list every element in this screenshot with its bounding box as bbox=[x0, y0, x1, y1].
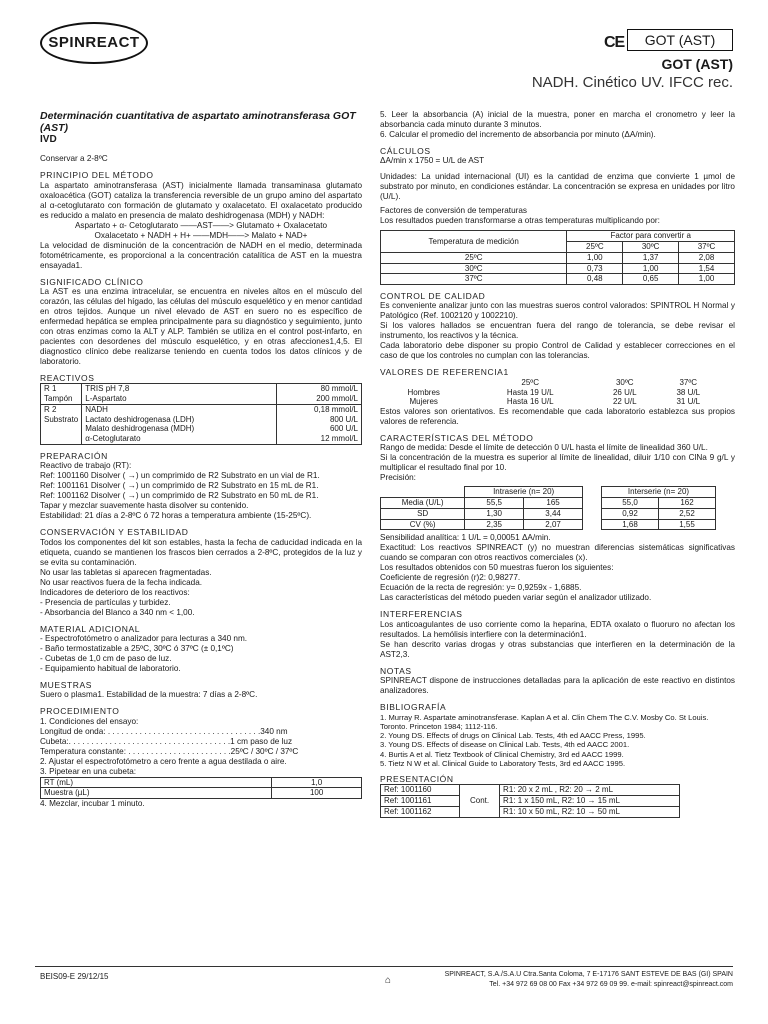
product-code-box: GOT (AST) bbox=[627, 29, 733, 51]
conversion-value: 0,73 bbox=[567, 263, 623, 274]
factors-text: Los resultados pueden transformarse a otras temperaturas multiplicando por: bbox=[380, 216, 660, 226]
prec-value: 1,55 bbox=[658, 519, 715, 530]
prec-value: 55,5 bbox=[465, 498, 524, 509]
presentation-heading: PRESENTACIÓN bbox=[380, 774, 454, 785]
clinical-text: La AST es una enzima intracelular, se encuentra en niveles altos en el músculo del corazón, las células del hígado, las células del músculo esquelético y en menor cantidad en otros tejidos. Aunque un nivel elevado de AST en suero no es específico de enfermedad hepática se emplea principalmente para su diagnóstico y seguimiento, junto con otras enzimas como la ALT y ALP. También se utiliza en el control post-infarto, en pacientes con desordenes del músculo esquelético, y en otras afecciones1,4,5. El diagnostico clínico debe realizarse teniendo en cuenta todos los datos clínicos y de laboratorio. bbox=[40, 287, 362, 367]
footer-contact bbox=[445, 970, 733, 990]
pres-ref: Ref: 1001161 bbox=[381, 796, 460, 807]
interference-text: Los anticoagulantes de uso corriente como la heparina, EDTA oxalato o fluoruro no afectan los resultados. La hemólisis interfiere con la determinación1. Se han descrito varias drogas y otras substancias que interfieren en la determinación de la AST2,3. bbox=[380, 619, 735, 659]
qc-text: Es conveniente analizar junto con las muestras sueros control valorados: SPINTROL H Normal y Patológico (Ref. 1002120 y 1002210). Si los valores hallados se encuentran fuera del rango de tolerancia, se debe revisar el instrumento, los reactivos y la técnica. Cada laboratorio debe disponer su propio Control de Calidad y establecer correcciones en el caso de que los controles no cumplan con las tolerancias. bbox=[380, 301, 735, 361]
conversion-value: 1,00 bbox=[623, 263, 679, 274]
clinical-heading: SIGNIFICADO CLÍNICO bbox=[40, 276, 144, 287]
product-title: GOT (AST) bbox=[661, 56, 733, 72]
procedure-label: Muestra (µL) bbox=[41, 788, 272, 799]
prec-inter-header: Interserie (n= 20) bbox=[602, 487, 716, 498]
bibliography-list bbox=[380, 713, 735, 769]
conversion-col: 30ºC bbox=[623, 242, 679, 253]
pres-ref: Ref: 1001162 bbox=[381, 806, 460, 817]
reagent-names: NADH Lactato deshidrogenasa (LDH) Malato deshidrogenasa (MDH) α-Cetoglutarato bbox=[82, 404, 276, 444]
conversion-temp: 30ºC bbox=[381, 263, 567, 274]
samples-text: Suero o plasma1. Estabilidad de la muestra: 7 días a 2-8ºC. bbox=[40, 690, 258, 700]
prec-value: 165 bbox=[524, 498, 583, 509]
characteristics-text-2: Sensibilidad analítica: 1 U/L = 0,00051 ΔA/min. Exactitud: Los reactivos SPINREACT (y) no muestran diferencias sistemáticas significativas cuando se comparan con otros reactivos comerciales (x). Los resultados obtenidos con 50 muestras fueron los siguientes: Coeficiente de regresión (r)2: 0,98277. Ecuación de la recta de regresión: y= 0,9259x - 1,6885. Las características del método pueden variar según el analizador utilizado. bbox=[380, 533, 735, 603]
conservation-text: Todos los componentes del kit son estables, hasta la fecha de caducidad indicada en la etiqueta, cuando se mantienen los frascos bien cerrados a 2-8ºC, protegidos de la luz y se evita su contaminación. No usar las tabletas si aparecen fragmentadas. No usar reactivos fuera de la fecha indicada. Indicadores de deterioro de los reactivos: - Presencia de partículas y turbidez. - Absorbancia del Blanco a 340 nm < 1,00. bbox=[40, 537, 362, 617]
procedure-table bbox=[40, 777, 362, 800]
preparation-heading: PREPARACIÓN bbox=[40, 450, 108, 461]
reagents-table bbox=[40, 383, 362, 445]
prec-value: 2,35 bbox=[465, 519, 524, 530]
product-subtitle: NADH. Cinético UV. IFCC rec. bbox=[531, 74, 733, 91]
ref-group: Mujeres bbox=[409, 397, 438, 407]
principle-heading: PRINCIPIO DEL MÉTODO bbox=[40, 170, 154, 181]
characteristics-heading: CARACTERÍSTICAS DEL MÉTODO bbox=[380, 433, 534, 444]
prec-label: SD bbox=[381, 508, 465, 519]
samples-heading: MUESTRAS bbox=[40, 679, 93, 690]
conversion-col: 25ºC bbox=[567, 242, 623, 253]
reagent-row bbox=[41, 404, 362, 444]
prec-value: 2,07 bbox=[524, 519, 583, 530]
conversion-row bbox=[381, 252, 735, 263]
bib-item: 5. Tietz N W et al. Clinical Guide to Laboratory Tests, 3rd ed AACC 1995. bbox=[380, 758, 626, 768]
qc-heading: CONTROL DE CALIDAD bbox=[380, 291, 486, 302]
material-heading: MATERIAL ADICIONAL bbox=[40, 623, 141, 634]
main-heading: Determinación cuantitativa de aspartato aminotransferasa GOT (AST) bbox=[40, 110, 356, 135]
factors-heading: Factores de conversión de temperaturas bbox=[380, 206, 527, 216]
ref-value: 31 U/L bbox=[676, 397, 701, 407]
ref-group: Hombres bbox=[407, 387, 440, 397]
precision-tables bbox=[380, 486, 735, 530]
precision-inter-table bbox=[601, 486, 716, 530]
footer-rule bbox=[35, 966, 733, 967]
reference-heading: VALORES DE REFERENCIA1 bbox=[380, 367, 509, 378]
equation-1: Aspartato + α- Cetoglutarato ——AST——> Glutamato + Oxalacetato bbox=[74, 220, 328, 230]
pres-ref: Ref: 1001160 bbox=[381, 785, 460, 796]
principle-text-2: La velocidad de disminución de la concentración de NADH en el medio, determinada fotométricamente, es proporcional a la concentración catalítica de AST en la muestra ensayada1. bbox=[40, 240, 362, 270]
procedure-value: 1,0 bbox=[272, 777, 362, 788]
conversion-value: 0,48 bbox=[567, 274, 623, 285]
conversion-value: 1,00 bbox=[679, 274, 735, 285]
prec-value: 162 bbox=[658, 498, 715, 509]
conversion-value: 2,08 bbox=[679, 252, 735, 263]
bib-item: 4. Burtis A et al. Tietz Textbook of Clinical Chemistry, 3rd ed AACC 1999. bbox=[380, 749, 624, 759]
units-text: Unidades: La unidad internacional (UI) es la cantidad de enzima que convierte 1 µmol de substrato por minuto, en condiciones estándar. La concentración se expresa en unidades por litro (U/L). bbox=[380, 172, 735, 202]
reagents-heading: REACTIVOS bbox=[40, 373, 95, 384]
equation-2: Oxalacetato + NADH + H+ ——MDH——> Malato + NAD+ bbox=[94, 230, 308, 240]
prec-corner bbox=[381, 487, 465, 498]
prec-label: CV (%) bbox=[381, 519, 465, 530]
ref-row bbox=[380, 397, 720, 407]
procedure-row bbox=[41, 788, 362, 799]
notes-text: SPINREACT dispone de instrucciones detalladas para la aplicación de este reactivo en distintos analizadores. bbox=[380, 676, 735, 696]
prec-value: 1,30 bbox=[465, 508, 524, 519]
bib-item: 1. Murray R. Aspartate aminotransferase. Kaplan A et al. Clin Chem The C.V. Mosby Co. St Louis. Toronto. Princeton 1984; 1112-116. bbox=[380, 712, 709, 731]
conversion-row bbox=[381, 263, 735, 274]
ce-mark: CE bbox=[604, 34, 625, 51]
procedure-value: 100 bbox=[272, 788, 362, 799]
procedure-heading: PROCEDIMIENTO bbox=[40, 706, 120, 717]
precision-intra-table bbox=[380, 486, 583, 530]
ref-value: 38 U/L bbox=[676, 387, 701, 397]
principle-text-1: La aspartato aminotransferasa (AST) inicialmente llamada transaminasa glutamato oxaloacética (GOT) cataliza la transferencia reversible de un grupo amino del aspartato al α-cetoglutarato con formación de glutamato y oxalacetato. El oxalacetato producido es reducido a malato en presencia de malato deshidrogenasa (MDH) y NADH: bbox=[40, 180, 362, 220]
pres-content: R1: 1 x 150 mL, R2: 10 → 15 mL bbox=[500, 796, 680, 807]
prec-value: 0,92 bbox=[602, 508, 659, 519]
step-6: 6. Calcular el promedio del incremento de absorbancia por minuto (ΔA/min). bbox=[380, 130, 656, 139]
conversion-value: 1,37 bbox=[623, 252, 679, 263]
procedure-step-4: 4. Mezclar, incubar 1 minuto. bbox=[40, 799, 145, 809]
ref-row bbox=[380, 388, 720, 398]
characteristics-text-1: Rango de medida: Desde el límite de detección 0 U/L hasta el límite de linealidad 360 U/L. Si la concentración de la muestra es superior al límite de linealidad, diluir 1/10 con ClNa 9 g/L y multiplicar el resultado final por 10. Precisión: bbox=[380, 443, 735, 483]
ref-col: 30ºC bbox=[615, 377, 634, 387]
prec-value: 1,68 bbox=[602, 519, 659, 530]
prec-intra-header: Intraserie (n= 20) bbox=[465, 487, 583, 498]
conversion-table bbox=[380, 230, 735, 285]
bibliography-heading: BIBLIOGRAFÍA bbox=[380, 702, 447, 713]
conversion-value: 0,65 bbox=[623, 274, 679, 285]
step-5: 5. Leer la absorbancia (A) inicial de la muestra, poner en marcha el cronometro y leer la absorbancia cada minuto durante 3 minutos. bbox=[380, 110, 735, 129]
reagent-names: TRIS pH 7,8 L-Aspartato bbox=[82, 384, 276, 405]
footer-address: SPINREACT, S.A./S.A.U Ctra.Santa Coloma, 7 E-17176 SANT ESTEVE DE BAS (GI) SPAIN bbox=[444, 971, 733, 978]
ref-value: Hasta 16 U/L bbox=[506, 397, 554, 407]
manufacturer-icon: ⌂ bbox=[385, 975, 392, 986]
preparation-text: Reactivo de trabajo (RT): Ref: 1001160 Disolver ( →) un comprimido de R2 Substrato en un vial de R1. Ref: 1001161 Disolver ( →) un comprimido de R2 Substrato en 15 mL de R1. Ref: 1001162 Disolver ( →) un comprimido de R2 Substrato en 50 mL de R1. Tapar y mezclar suavemente hasta disolver su contenido. Estabilidad: 21 días a 2-8ºC ó 72 horas a temperatura ambiente (15-25ºC). bbox=[40, 461, 320, 521]
pres-content: R1: 20 x 2 mL , R2: 20 → 2 mL bbox=[500, 785, 680, 796]
conversion-value: 1,54 bbox=[679, 263, 735, 274]
calc-equation: ΔA/min x 1750 = U/L de AST bbox=[380, 156, 485, 166]
pres-content: R1: 10 x 50 mL, R2: 10 → 50 mL bbox=[500, 806, 680, 817]
conversion-header-temp: Temperatura de medición bbox=[381, 231, 567, 253]
bib-item: 3. Young DS. Effects of disease on Clinical Lab. Tests, 4th ed AACC 2001. bbox=[380, 740, 630, 750]
ref-value: 22 U/L bbox=[612, 397, 637, 407]
conversion-value: 1,00 bbox=[567, 252, 623, 263]
left-column bbox=[40, 110, 362, 809]
procedure-row bbox=[41, 777, 362, 788]
reagent-values: 80 mmol/L 200 mmol/L bbox=[276, 384, 362, 405]
reference-table bbox=[380, 378, 720, 407]
prec-value: 55,0 bbox=[602, 498, 659, 509]
ref-corner bbox=[380, 378, 467, 388]
reference-text: Estos valores son orientativos. Es recomendable que cada laboratorio establezca sus propios valores de referencia. bbox=[380, 407, 735, 427]
footer-phone: Tel. +34 972 69 08 00 Fax +34 972 69 09 99. e-mail: spinreact@spinreact.com bbox=[489, 980, 733, 988]
reagent-key: R 2 Substrato bbox=[41, 404, 82, 444]
presentation-table bbox=[380, 784, 680, 817]
calc-heading: CÁLCULOS bbox=[380, 146, 431, 156]
storage-note: Conservar a 2-8ºC bbox=[40, 154, 108, 164]
notes-heading: NOTAS bbox=[380, 665, 412, 676]
material-text: - Espectrofotómetro o analizador para lecturas a 340 nm. - Baño termostatizable a 25ºC, 30ºC ó 37ºC (± 0,1ºC) - Cubetas de 1,0 cm de paso de luz. - Equipamiento habitual de laboratorio. bbox=[40, 633, 248, 673]
pres-cont: Cont. bbox=[460, 785, 500, 817]
conversion-temp: 25ºC bbox=[381, 252, 567, 263]
conversion-col: 37ºC bbox=[679, 242, 735, 253]
ivd-label: IVD bbox=[40, 134, 57, 146]
bib-item: 2. Young DS. Effects of drugs on Clinical Lab. Tests, 4th ed AACC Press, 1995. bbox=[380, 731, 646, 741]
ref-value: Hasta 19 U/L bbox=[506, 387, 554, 397]
conservation-heading: CONSERVACIÓN Y ESTABILIDAD bbox=[40, 527, 189, 538]
reagent-row bbox=[41, 384, 362, 405]
brand-name: SPINREACT bbox=[48, 33, 140, 51]
right-column bbox=[380, 110, 735, 818]
ref-value: 26 U/L bbox=[612, 387, 637, 397]
doc-code: BEIS09-E 29/12/15 bbox=[40, 972, 109, 981]
ref-col: 25ºC bbox=[521, 377, 539, 387]
interference-heading: INTERFERENCIAS bbox=[380, 609, 463, 620]
prec-label: Media (U/L) bbox=[381, 498, 465, 509]
conversion-header-factor: Factor para convertir a bbox=[567, 231, 735, 242]
prec-value: 3,44 bbox=[524, 508, 583, 519]
spinreact-logo bbox=[40, 22, 148, 64]
reagent-values: 0,18 mmol/L 800 U/L 600 U/L 12 mmol/L bbox=[276, 404, 362, 444]
procedure-text: 1. Condiciones del ensayo: Longitud de onda: . . . . . . . . . . . . . . . . . . . . . . . . . . . . . . . . . .340 nm Cubeta:. . . . . . . . . . . . . . . . . . . . . . . . . . . . . . . . . . . .1 cm paso de luz Temperatura constante: . . . . . . . . . . . . . . . . . . . . . . .25ºC / 30ºC / 37ºC 2. Ajustar el espectrofotómetro a cero frente a agua destilada o aire. 3. Pipetear en una cubeta: bbox=[40, 716, 299, 776]
ref-col: 37ºC bbox=[679, 377, 698, 387]
procedure-label: RT (mL) bbox=[41, 777, 272, 788]
conversion-temp: 37ºC bbox=[381, 274, 567, 285]
reagent-key: R 1 Tampón bbox=[41, 384, 82, 405]
conversion-row bbox=[381, 274, 735, 285]
prec-value: 2,52 bbox=[658, 508, 715, 519]
